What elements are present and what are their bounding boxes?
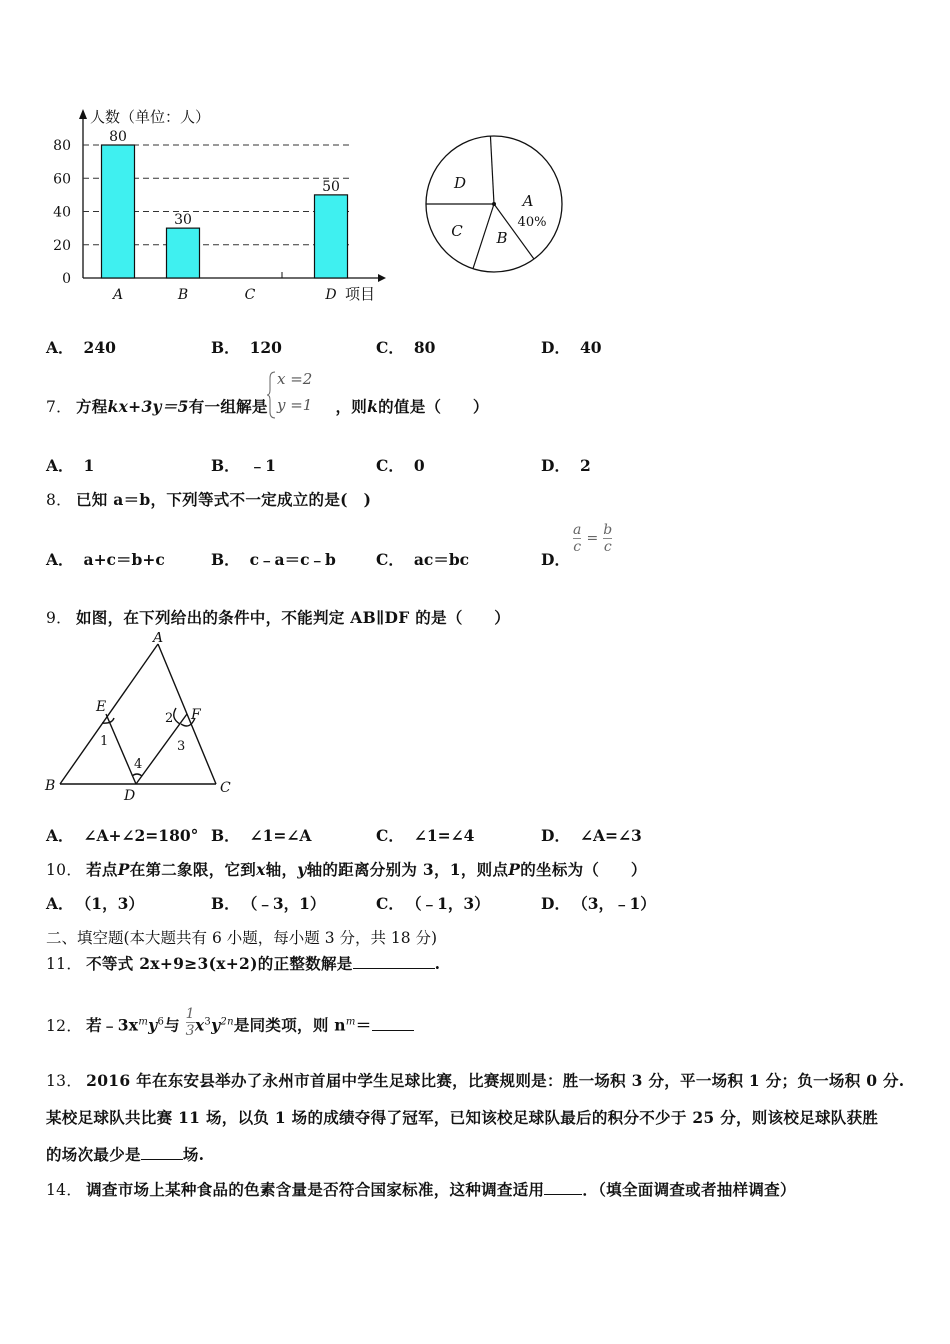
option-label: B．: [211, 894, 240, 913]
y-tick-label: 40: [53, 204, 71, 221]
q12-var-y: y: [148, 1015, 158, 1035]
q13-line-3: [46, 1143, 204, 1165]
option-label: B．: [211, 550, 240, 569]
option-text: 40: [579, 338, 602, 357]
q13-number: 13．: [46, 1072, 83, 1090]
numerator: b: [603, 522, 613, 538]
line-ab: [60, 644, 158, 784]
q12-stem: [46, 1006, 414, 1043]
q7-option-a[interactable]: [46, 454, 94, 476]
q12-sup-2n: 2n: [220, 1016, 234, 1028]
q8-stem: [46, 488, 371, 510]
vertex-label-e: E: [96, 699, 107, 715]
bar-value-label: 80: [109, 129, 127, 145]
q6-option-b[interactable]: [211, 336, 282, 358]
angle-label-2: 2: [165, 711, 174, 726]
option-label: C．: [376, 338, 404, 357]
option-label: D．: [541, 338, 570, 357]
bar-D: [315, 195, 348, 278]
numerator: a: [573, 522, 582, 538]
option-text: ∠1=∠4: [413, 826, 475, 845]
q12-sup-6: 6: [157, 1016, 165, 1028]
q10-text-5: 的坐标为（ ）: [520, 860, 647, 879]
q11-text: 不等式 2x+9≥3(x+2)的正整数解是: [86, 954, 353, 973]
q10-stem: [46, 858, 647, 880]
x-tick-label: A: [112, 287, 124, 303]
option-label: B．: [211, 456, 240, 475]
option-text: 2: [579, 456, 591, 475]
q12-sup-m: m: [138, 1016, 149, 1028]
q14-number: 14．: [46, 1181, 83, 1199]
pie-divider: [490, 136, 494, 204]
option-text: 1: [83, 456, 95, 475]
pie-slice-label-D: D: [453, 174, 467, 192]
q7-eq-y: y =1: [277, 396, 313, 414]
q9-option-d[interactable]: [541, 824, 642, 846]
option-label: C．: [376, 550, 404, 569]
q11-stem: [46, 952, 440, 974]
q12-number: 12．: [46, 1016, 83, 1035]
q11-number: 11．: [46, 955, 83, 973]
q12-sup-3: 3: [204, 1016, 212, 1028]
bar-B: [167, 228, 200, 278]
q12-answer-blank[interactable]: [372, 1016, 414, 1031]
q7-equation-system: [267, 370, 322, 420]
q7-text-end: 的值是（ ）: [378, 397, 489, 416]
q9-text: 如图，在下列给出的条件中，不能判定 AB∥DF 的是（ ）: [75, 608, 511, 627]
angle-label-3: 3: [177, 739, 186, 754]
option-label: A．: [46, 550, 74, 569]
option-text: 0: [413, 456, 425, 475]
vertex-label-d: D: [124, 788, 136, 804]
option-label: C．: [376, 456, 404, 475]
q7-number: 7．: [46, 398, 72, 416]
q13-text-3b: 场.: [182, 1145, 205, 1164]
option-label: D．: [541, 550, 570, 569]
q7-option-c[interactable]: [376, 454, 425, 476]
q8-option-c[interactable]: [376, 548, 469, 570]
option-label: D．: [541, 826, 570, 845]
option-text: 80: [413, 338, 436, 357]
pie-slice-label-C: C: [451, 222, 463, 240]
q7-option-d[interactable]: [541, 454, 591, 476]
q12-with: 与: [164, 1015, 180, 1035]
option-label: D．: [541, 894, 570, 913]
q6-option-a[interactable]: [46, 336, 116, 358]
q13-text-1: 2016 年在东安县举办了永州市首届中学生足球比赛，比赛规则是：胜一场积 3 分，平一场积 1 分；负一场积 0 分.: [86, 1071, 905, 1090]
pie-divider: [473, 204, 494, 269]
q12-text-post: 是同类项，则 n: [233, 1015, 346, 1035]
x-axis-arrow-icon: [378, 274, 386, 282]
option-text: （﹣1，3）: [413, 894, 490, 913]
q10-option-b[interactable]: [211, 892, 325, 914]
q9-option-c[interactable]: [376, 824, 474, 846]
q13-text-2: 某校足球队共比赛 11 场，以负 1 场的成绩夺得了冠军，已知该校足球队最后的积分不少于 25 分，则该校足球队获胜: [46, 1108, 879, 1127]
option-text: a+c＝b+c: [83, 550, 165, 569]
option-text: 120: [249, 338, 282, 357]
q14-end: ．（填全面调查或者抽样调查）: [582, 1180, 796, 1199]
option-label: A．: [46, 894, 74, 913]
option-text: c﹣a＝c﹣b: [249, 550, 336, 569]
q13-line-1: [46, 1069, 905, 1091]
angle-4-arc: [132, 774, 142, 776]
numerator: 1: [185, 1006, 195, 1022]
q12-eq: ＝: [355, 1015, 372, 1035]
option-label: A．: [46, 456, 74, 475]
q7-equation: kx+3y＝5: [107, 397, 189, 416]
q7-text-pre: 方程: [75, 397, 108, 416]
option-label: A．: [46, 826, 74, 845]
q14-answer-blank[interactable]: [544, 1180, 582, 1195]
triangle-figure: [40, 632, 240, 807]
q7-var: k: [367, 397, 379, 416]
equals-sign: =: [586, 530, 599, 547]
pie-chart: [420, 130, 570, 280]
q12-fraction: [186, 1006, 195, 1039]
denominator: c: [603, 539, 612, 555]
q10-option-d[interactable]: [541, 892, 656, 914]
q10-text-2: 在第二象限，它到: [129, 860, 257, 879]
q10-var-x: x: [256, 860, 266, 879]
q10-var-p: P: [117, 860, 130, 879]
pie-slice-label-A: A: [522, 192, 534, 210]
q10-text-4: 轴的距离分别为 3，1，则点: [306, 860, 509, 879]
option-text: （3，﹣1）: [579, 894, 656, 913]
q12-var-y2: y: [211, 1015, 221, 1035]
option-text: （﹣3，1）: [249, 894, 326, 913]
q10-var-p2: P: [508, 860, 521, 879]
x-tick-label: B: [177, 287, 189, 303]
q9-number: 9．: [46, 609, 72, 627]
section-heading: 二、填空题(本大题共有 6 小题，每小题 3 分，共 18 分): [46, 929, 438, 947]
option-text: ∠A+∠2=180°: [83, 826, 199, 845]
option-text: 240: [83, 338, 116, 357]
q12-term1: 若﹣3x: [86, 1015, 139, 1035]
q8-text: 已知 a＝b，下列等式不一定成立的是( ): [75, 490, 372, 509]
angle-label-4: 4: [134, 757, 143, 772]
bar-value-label: 30: [174, 212, 192, 229]
q14-text: 调查市场上某种食品的色素含量是否符合国家标准，这种调查适用: [86, 1180, 545, 1199]
option-text: ﹣1: [249, 456, 276, 475]
option-label: D．: [541, 456, 570, 475]
q8-option-a[interactable]: [46, 548, 165, 570]
fraction-a-over-c: [573, 522, 581, 555]
y-axis-arrow-icon: [79, 109, 87, 119]
denominator: c: [573, 539, 582, 555]
q7-option-b[interactable]: [211, 454, 276, 476]
q9-option-b[interactable]: [211, 824, 311, 846]
y-tick-label: 0: [62, 271, 71, 287]
bar-value-label: 50: [322, 178, 340, 195]
line-ed: [106, 714, 136, 784]
q13-line-2: [46, 1106, 878, 1128]
bar-chart: [40, 95, 400, 310]
q8-number: 8．: [46, 491, 72, 509]
denominator: 3: [185, 1023, 195, 1039]
q14-stem: [46, 1178, 796, 1200]
option-label: C．: [376, 826, 404, 845]
q11-answer-blank[interactable]: [353, 954, 435, 969]
option-label: B．: [211, 826, 240, 845]
pie-center: [492, 202, 496, 206]
option-label: A．: [46, 338, 74, 357]
q10-var-y: y: [297, 860, 307, 879]
q13-answer-blank[interactable]: [141, 1145, 183, 1160]
y-tick-label: 20: [53, 237, 71, 254]
q6-option-d[interactable]: [541, 336, 602, 358]
option-text: ∠1=∠A: [249, 826, 312, 845]
pie-slice-value: 40%: [517, 215, 547, 230]
q7-text-mid: 有一组解是: [188, 397, 268, 416]
q8-option-b[interactable]: [211, 548, 336, 570]
x-tick-label: D: [325, 287, 337, 303]
q13-text-3a: 的场次最少是: [46, 1145, 141, 1164]
vertex-label-f: F: [191, 707, 201, 723]
brace-icon: [267, 370, 277, 420]
q12-sup-m2: m: [345, 1016, 356, 1028]
option-label: B．: [211, 338, 240, 357]
x-axis-label: 项目: [345, 285, 376, 303]
y-tick-label: 60: [53, 171, 71, 188]
q10-option-c[interactable]: [376, 892, 490, 914]
q9-option-a[interactable]: [46, 824, 198, 846]
vertex-label-b: B: [45, 778, 56, 794]
q7-eq-x: x =2: [277, 370, 313, 388]
option-label: C．: [376, 894, 404, 913]
q10-number: 10．: [46, 861, 83, 879]
x-tick-label: C: [244, 287, 256, 303]
q6-option-c[interactable]: [376, 336, 435, 358]
q10-text-1: 若点: [86, 860, 118, 879]
q8-option-d-formula: [573, 522, 612, 555]
q10-option-a[interactable]: [46, 892, 144, 914]
q11-end: .: [434, 954, 441, 973]
fraction-b-over-c: [603, 522, 612, 555]
bar-A: [102, 145, 135, 278]
q9-stem: [46, 606, 510, 628]
y-axis-label: 人数（单位：人）: [90, 108, 211, 126]
vertex-label-c: C: [220, 780, 231, 796]
y-tick-label: 80: [53, 138, 71, 154]
pie-slice-label-B: B: [496, 229, 508, 247]
q10-text-3: 轴，: [265, 860, 298, 879]
option-text: ac＝bc: [413, 550, 470, 569]
angle-2-arc: [174, 708, 180, 724]
vertex-label-a: A: [153, 632, 164, 646]
option-text: ∠A=∠3: [579, 826, 642, 845]
q12-var-x: x: [194, 1015, 205, 1035]
option-text: （1，3）: [83, 894, 144, 913]
angle-label-1: 1: [100, 734, 109, 749]
q7-text-post: ，则: [335, 397, 368, 416]
